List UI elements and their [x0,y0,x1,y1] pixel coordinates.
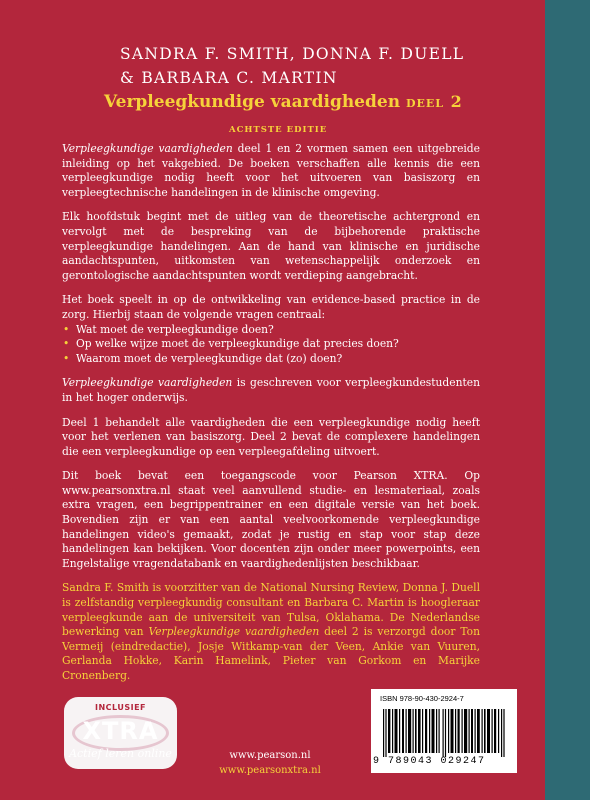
bullet-icon: • [63,351,70,365]
blurb-paragraph-2: Elk hoofdstuk begint met de uitleg van de theoretische achtergrond en vervolgt met de bespreking van de bijbehorende praktische verpleegkundige handelingen. Aan de hand van klinische en juridische aandachtspunten, uitkomsten van wetenschappelijk onderzoek en gerontologische aandachtspunten wordt verdieping aangebracht. [62,210,480,282]
blurb-paragraph-4-text: is geschreven voor verpleegkundestudenten in het hoger onderwijs. [62,376,480,404]
pearsonxtra-link[interactable]: www.pearsonxtra.nl [219,765,321,776]
barcode-number: 9 789043 029247 [373,756,486,767]
list-item-text: Op welke wijze moet de verpleegkundige dat precies doen? [76,337,399,351]
list-item-text: Wat moet de verpleegkundige doen? [76,322,274,336]
xtra-logo [64,697,177,769]
blurb-paragraph-1 [62,142,480,200]
isbn-label: ISBN 978-90-430-2924-7 [380,694,464,703]
book-title-part: deel 2 [405,92,463,111]
blurb-paragraph-5: Deel 1 behandelt alle vaardigheden die een verpleegkundige nodig heeft voor het verlenen van basiszorg. Deel 2 bevat de complexere handelingen die een verpleegkundige op een verpleegafdeling uitvoert. [62,415,480,458]
bullet-icon: • [63,322,70,336]
edition-label: ACHTSTE EDITIE [229,125,328,135]
book-title-italic: Verpleegkundige vaardigheden [148,625,320,639]
bullet-icon: • [63,337,70,351]
website-links [200,748,340,778]
list-item [62,323,480,338]
xtra-logo-badge: INCLUSIEF [94,703,147,712]
list-item [62,337,480,352]
blurb-paragraph-4 [62,376,480,405]
blurb-paragraph-3-text: Het boek speelt in op de ontwikkeling van evidence-based practice in de zorg. Hierbij staan de volgende vragen centraal: [62,293,480,321]
book-spine [545,0,590,800]
blurb-paragraph-6: Dit boek bevat een toegangscode voor Pearson XTRA. Op www.pearsonxtra.nl staat veel aanvullend studie- en lesmateriaal, zoals extra vragen, een begrippentrainer en een digitale versie van het boek. Bovendien zijn er van een aantal veelvoorkomende verpleegkundige handelingen video's gemaakt, zodat je rustig en stap voor stap deze handelingen kan bekijken. Voor docenten zijn onder meer powerpoints, een Engelstalige vragendatabank en vaardighedenlijsten beschikbaar. [62,469,480,570]
authors-line-2: & BARBARA C. MARTIN [120,69,338,87]
xtra-logo-name: XTRA [82,717,159,745]
list-item-text: Waarom moet de verpleegkundige dat (zo) doen? [76,351,343,365]
book-title-italic: Verpleegkundige vaardigheden [62,376,233,390]
barcode-block [371,689,517,773]
author-bio-text-a: Sandra F. Smith is voorzitter van de National Nursing Review, Donna J. Duell is zelfstandig verpleegkundig consultant en Barbara C. Martin is hoogleraar verpleegkunde aan de universiteit van Tulsa, Oklahama. De Nederlandse bewerking van [62,581,480,639]
blurb-paragraph-1-text: deel 1 en 2 vormen samen een uitgebreide inleiding op het vakgebied. De boeken verschaffen alle kennis die een verpleegkundige nodig heeft voor het uitvoeren van basiszorg en verpleegtechnische handelingen in de klinische omgeving. [62,142,480,199]
blurb-paragraph-3 [62,293,480,322]
book-title-main: Verpleegkundige vaardigheden [104,92,406,112]
question-list [62,323,480,367]
xtra-logo-tagline: Actief leren online [69,747,172,760]
list-item [62,352,480,367]
author-bio-text-b: deel 2 is verzorgd door Ton Vermeij (eindredactie), Josje Witkamp-van der Veen, Ankie van Vuuren, Gerlanda Hokke, Karin Hamelink, Pieter van Gorkom en Marijke Cronenberg. [62,625,480,682]
book-title [104,92,463,112]
blurb [62,142,480,694]
pearson-link[interactable]: www.pearson.nl [229,750,311,761]
authors-line-1: SANDRA F. SMITH, DONNA F. DUELL [120,45,465,63]
authors-block [120,42,464,90]
book-title-italic: Verpleegkundige vaardigheden [62,142,233,155]
author-bio [62,581,480,683]
barcode-icon [383,709,505,757]
